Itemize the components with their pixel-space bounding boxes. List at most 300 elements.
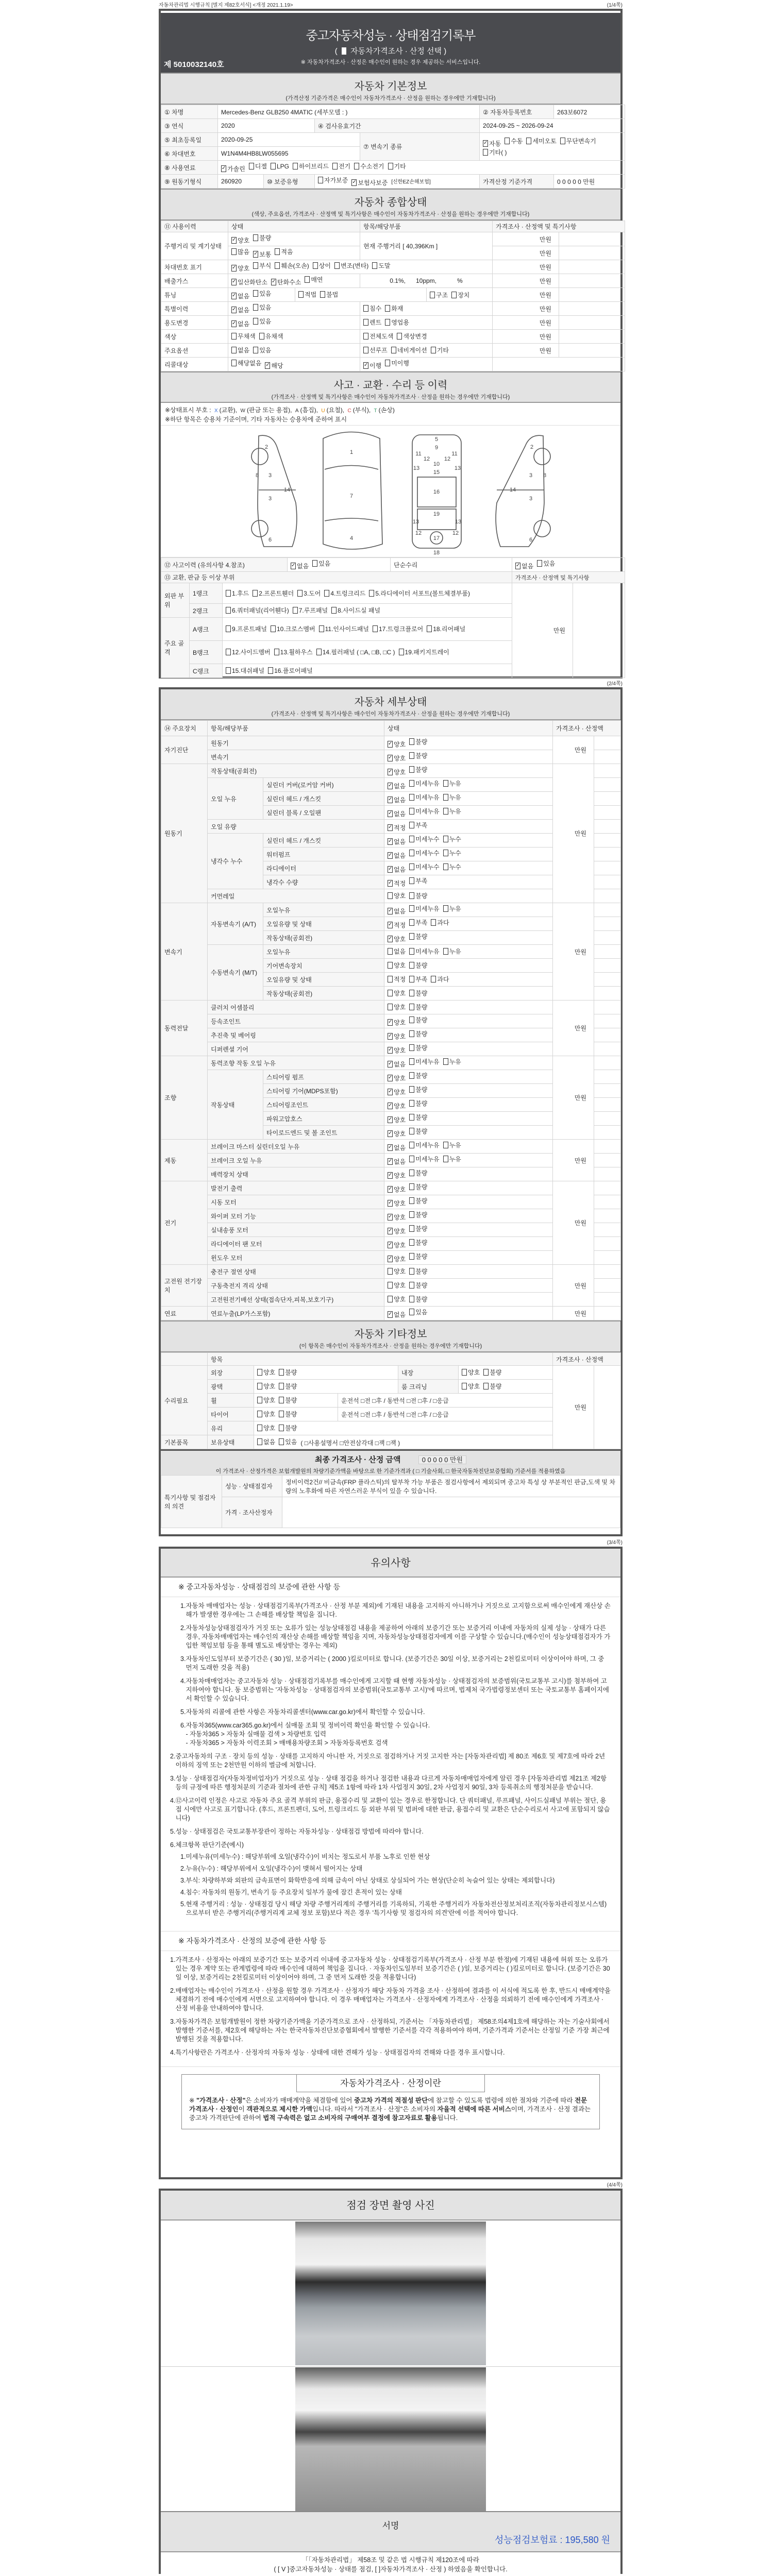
checkbox-option[interactable]	[388, 975, 406, 984]
checkbox[interactable]	[526, 138, 531, 144]
checkbox-option[interactable]	[388, 1213, 406, 1222]
checkbox-option[interactable]	[409, 779, 439, 788]
checked-checkbox[interactable]: ✓	[388, 922, 393, 927]
checked-checkbox[interactable]: ✓	[388, 1089, 393, 1094]
checkbox-option[interactable]	[409, 1085, 427, 1094]
checked-checkbox[interactable]: ✓	[388, 1158, 393, 1164]
checkbox[interactable]	[409, 1282, 414, 1289]
checkbox-option[interactable]	[279, 1423, 297, 1432]
checkbox-option[interactable]	[515, 562, 533, 570]
price-note[interactable]	[594, 1223, 621, 1237]
checkbox-option[interactable]	[388, 768, 406, 776]
price-note[interactable]	[594, 1140, 621, 1154]
checkbox-option[interactable]	[409, 1295, 427, 1303]
checkbox-option[interactable]	[409, 751, 427, 760]
checkbox-option[interactable]	[409, 1043, 427, 1052]
checkbox-option[interactable]	[409, 1267, 427, 1276]
checkbox[interactable]	[388, 948, 393, 955]
checkbox[interactable]	[505, 138, 510, 144]
checkbox[interactable]	[388, 990, 393, 996]
checkbox-option[interactable]	[388, 795, 406, 804]
price-note[interactable]	[559, 288, 625, 302]
checkbox[interactable]	[363, 305, 368, 312]
checkbox-option[interactable]	[231, 236, 249, 245]
checked-checkbox[interactable]: ✓	[232, 279, 237, 284]
price-note[interactable]	[594, 861, 621, 875]
checkbox[interactable]	[430, 292, 435, 298]
checkbox-option[interactable]	[409, 1127, 427, 1136]
checked-checkbox[interactable]: ✓	[388, 783, 393, 788]
price-note[interactable]	[594, 931, 621, 945]
checkbox-option[interactable]	[257, 1382, 275, 1391]
checkbox-option[interactable]	[409, 891, 427, 900]
checkbox[interactable]	[409, 1211, 414, 1218]
checkbox-option[interactable]	[388, 1267, 406, 1276]
checkbox[interactable]	[397, 333, 402, 340]
checkbox-option[interactable]	[443, 1057, 461, 1066]
checked-checkbox[interactable]: ✓	[222, 165, 226, 171]
checked-checkbox[interactable]: ✓	[388, 1256, 393, 1261]
checkbox-option[interactable]	[409, 1238, 427, 1247]
checkbox-option[interactable]	[388, 782, 406, 790]
checkbox[interactable]	[372, 262, 377, 269]
price-note[interactable]	[594, 875, 621, 889]
checked-checkbox[interactable]: ✓	[388, 1047, 393, 1053]
price-note[interactable]	[594, 806, 621, 820]
checkbox-option[interactable]	[388, 1003, 406, 1011]
checkbox[interactable]	[409, 990, 414, 996]
checkbox-option[interactable]	[430, 291, 448, 299]
checkbox[interactable]	[443, 794, 448, 801]
price-note[interactable]	[559, 344, 625, 358]
checked-checkbox[interactable]: ✓	[388, 1242, 393, 1247]
checkbox-option[interactable]	[351, 178, 388, 187]
price-note[interactable]	[594, 1265, 621, 1279]
checkbox[interactable]	[373, 625, 378, 632]
checkbox[interactable]	[275, 248, 280, 255]
price-note[interactable]	[594, 820, 621, 834]
checkbox-option[interactable]	[257, 1423, 275, 1432]
checkbox-option[interactable]	[298, 290, 316, 299]
checkbox-option[interactable]	[443, 807, 461, 816]
checked-checkbox[interactable]: ✓	[388, 1214, 393, 1219]
checked-checkbox[interactable]: ✓	[232, 307, 237, 312]
checkbox-option[interactable]	[443, 835, 461, 843]
checked-checkbox[interactable]: ✓	[232, 265, 237, 270]
checkbox-option[interactable]	[388, 1199, 406, 1208]
price-note[interactable]	[594, 1070, 621, 1084]
checkbox-option[interactable]	[334, 261, 368, 270]
price-note[interactable]	[594, 1098, 621, 1112]
checkbox-option[interactable]	[388, 1241, 406, 1249]
checkbox[interactable]	[279, 1438, 284, 1445]
checkbox-option[interactable]	[388, 1074, 406, 1082]
checkbox-option[interactable]	[388, 1018, 406, 1027]
checkbox[interactable]	[388, 962, 393, 969]
checkbox[interactable]	[279, 1369, 284, 1376]
price-note[interactable]	[594, 1279, 621, 1293]
price-note[interactable]	[594, 1237, 621, 1251]
checkbox-option[interactable]	[388, 865, 406, 874]
price-note[interactable]	[594, 792, 621, 806]
price-note[interactable]	[594, 1167, 621, 1181]
price-note[interactable]	[594, 1366, 621, 1449]
checkbox-option[interactable]	[443, 793, 461, 802]
checkbox-option[interactable]	[231, 346, 249, 354]
checkbox-option[interactable]	[409, 765, 427, 774]
checked-checkbox[interactable]: ✓	[388, 1061, 393, 1066]
price-note[interactable]	[594, 778, 621, 792]
checkbox-option[interactable]	[316, 648, 395, 656]
checkbox-option[interactable]	[388, 1060, 406, 1069]
checkbox-option[interactable]	[483, 148, 507, 157]
checkbox[interactable]	[253, 347, 258, 353]
checkbox-option[interactable]	[409, 904, 439, 913]
checkbox-option[interactable]	[231, 278, 267, 286]
checked-checkbox[interactable]: ✓	[291, 563, 296, 568]
checkbox-option[interactable]	[409, 1182, 427, 1191]
checkbox-option[interactable]	[409, 1099, 427, 1108]
checkbox[interactable]	[409, 1183, 414, 1190]
checkbox[interactable]	[363, 319, 368, 326]
checkbox[interactable]	[443, 905, 448, 912]
checkbox[interactable]	[443, 808, 448, 815]
checkbox-option[interactable]	[221, 164, 245, 173]
checkbox-option[interactable]	[409, 1029, 427, 1038]
checkbox-option[interactable]	[483, 139, 501, 148]
checkbox-option[interactable]	[409, 947, 439, 956]
checkbox-option[interactable]	[388, 1101, 406, 1110]
checkbox[interactable]	[409, 1016, 414, 1023]
price-note[interactable]	[594, 736, 621, 750]
checkbox-option[interactable]	[399, 648, 449, 656]
checkbox[interactable]	[320, 291, 325, 298]
checkbox-option[interactable]	[271, 278, 301, 286]
checkbox[interactable]	[443, 948, 448, 955]
price-note[interactable]	[559, 330, 625, 344]
checkbox-option[interactable]	[268, 666, 313, 675]
checkbox-option[interactable]	[483, 1382, 501, 1391]
checkbox-option[interactable]	[363, 318, 381, 327]
checkbox[interactable]	[313, 262, 318, 269]
checked-checkbox[interactable]: ✓	[388, 769, 393, 774]
select-checkbox[interactable]	[342, 47, 346, 55]
checkbox-option[interactable]	[409, 1071, 427, 1080]
checkbox[interactable]	[431, 919, 436, 926]
checked-checkbox[interactable]: ✓	[388, 1116, 393, 1122]
checkbox-option[interactable]	[297, 589, 321, 598]
checkbox[interactable]	[560, 138, 565, 144]
checkbox-option[interactable]	[409, 835, 439, 843]
checkbox-option[interactable]	[388, 823, 406, 832]
checkbox[interactable]	[305, 276, 310, 283]
checkbox[interactable]	[279, 1397, 284, 1403]
checkbox-option[interactable]	[427, 624, 465, 633]
checkbox-option[interactable]	[431, 975, 449, 984]
checkbox-option[interactable]	[231, 359, 261, 367]
checked-checkbox[interactable]: ✓	[388, 866, 393, 872]
price-note[interactable]	[594, 1042, 621, 1056]
price-note[interactable]	[594, 917, 621, 931]
checkbox[interactable]	[409, 1072, 414, 1079]
checkbox-option[interactable]	[388, 1157, 406, 1166]
checked-checkbox[interactable]: ✓	[388, 1228, 393, 1233]
checkbox-option[interactable]	[274, 648, 313, 656]
checkbox-option[interactable]	[409, 1168, 427, 1177]
checkbox[interactable]	[431, 976, 436, 982]
price-note[interactable]	[594, 848, 621, 861]
checkbox-option[interactable]	[319, 624, 369, 633]
checkbox-option[interactable]	[231, 319, 249, 328]
checkbox-option[interactable]	[388, 1310, 406, 1319]
checkbox[interactable]	[409, 1030, 414, 1037]
price-note[interactable]	[594, 1014, 621, 1028]
checkbox-option[interactable]	[560, 137, 596, 145]
checkbox-option[interactable]	[363, 361, 381, 370]
checkbox-option[interactable]	[409, 862, 439, 871]
checkbox-option[interactable]	[231, 264, 249, 273]
checkbox-option[interactable]	[388, 921, 406, 929]
checkbox[interactable]	[409, 1128, 414, 1134]
checkbox-option[interactable]	[354, 162, 384, 171]
price-note[interactable]	[594, 1126, 621, 1140]
checkbox[interactable]	[385, 360, 390, 366]
checkbox[interactable]	[249, 163, 254, 170]
checkbox-option[interactable]	[409, 793, 439, 802]
checkbox-option[interactable]	[257, 1410, 275, 1418]
checkbox-option[interactable]	[443, 947, 461, 956]
price-note[interactable]	[594, 1112, 621, 1126]
checkbox[interactable]	[316, 649, 322, 655]
checked-checkbox[interactable]: ✓	[388, 852, 393, 858]
checkbox[interactable]	[409, 1268, 414, 1275]
checkbox-option[interactable]	[231, 306, 249, 314]
checkbox-option[interactable]	[388, 879, 406, 888]
checkbox-option[interactable]	[388, 837, 406, 846]
checkbox-option[interactable]	[320, 290, 338, 299]
checkbox[interactable]	[409, 1086, 414, 1093]
price-note[interactable]	[594, 959, 621, 973]
checkbox-option[interactable]	[313, 261, 331, 270]
checkbox[interactable]	[409, 850, 414, 856]
price-note[interactable]	[594, 1307, 621, 1320]
checkbox[interactable]	[409, 905, 414, 912]
checkbox-option[interactable]	[409, 1252, 427, 1261]
checkbox-option[interactable]	[305, 275, 323, 284]
checkbox-option[interactable]	[431, 918, 449, 927]
price-note[interactable]	[594, 1028, 621, 1042]
price-note[interactable]	[594, 1181, 621, 1195]
checkbox[interactable]	[274, 649, 279, 655]
checkbox[interactable]	[253, 590, 258, 597]
checkbox[interactable]	[537, 560, 542, 567]
checkbox-option[interactable]	[257, 1437, 275, 1446]
checkbox-option[interactable]	[253, 289, 271, 298]
checkbox-option[interactable]	[293, 606, 328, 615]
price-note[interactable]	[594, 903, 621, 917]
checkbox[interactable]	[253, 318, 258, 325]
checkbox-option[interactable]	[388, 754, 406, 762]
checkbox-option[interactable]	[369, 589, 470, 598]
checked-checkbox[interactable]: ✓	[352, 179, 357, 185]
checkbox[interactable]	[409, 1100, 414, 1107]
checkbox[interactable]	[409, 1225, 414, 1232]
checkbox-option[interactable]	[363, 332, 393, 341]
checkbox-option[interactable]	[271, 624, 315, 633]
price-note[interactable]	[594, 1293, 621, 1307]
checked-checkbox[interactable]: ✓	[388, 838, 393, 844]
checked-checkbox[interactable]: ✓	[483, 140, 488, 146]
price-note[interactable]	[559, 260, 625, 274]
checkbox[interactable]	[231, 248, 237, 255]
checkbox-option[interactable]	[226, 589, 249, 598]
checkbox[interactable]	[279, 1383, 284, 1389]
checkbox-option[interactable]	[409, 1155, 439, 1163]
price-note[interactable]	[594, 1209, 621, 1223]
checkbox[interactable]	[271, 625, 276, 632]
checkbox[interactable]	[331, 607, 337, 614]
checkbox-option[interactable]	[385, 318, 409, 327]
checkbox[interactable]	[443, 850, 448, 856]
checkbox-option[interactable]	[279, 1368, 297, 1377]
checkbox[interactable]	[391, 347, 396, 353]
checkbox-option[interactable]	[318, 176, 348, 184]
price-note[interactable]	[559, 316, 625, 330]
checkbox[interactable]	[226, 590, 231, 597]
checkbox[interactable]	[451, 292, 457, 298]
checkbox[interactable]	[298, 291, 304, 298]
price-note[interactable]	[594, 834, 621, 848]
checked-checkbox[interactable]: ✓	[388, 1130, 393, 1136]
checkbox[interactable]	[271, 163, 276, 170]
checkbox-option[interactable]	[373, 624, 423, 633]
checkbox-option[interactable]	[226, 624, 267, 633]
checkbox[interactable]	[409, 1004, 414, 1010]
checkbox[interactable]	[409, 822, 414, 828]
checkbox[interactable]	[409, 892, 414, 899]
checkbox-option[interactable]	[275, 261, 309, 270]
checkbox[interactable]	[409, 752, 414, 759]
checkbox[interactable]	[409, 1142, 414, 1148]
price-note[interactable]	[594, 973, 621, 987]
checkbox[interactable]	[318, 177, 323, 183]
checkbox-option[interactable]	[409, 1224, 427, 1233]
checked-checkbox[interactable]: ✓	[388, 1186, 393, 1192]
checkbox[interactable]	[483, 1369, 489, 1376]
checked-checkbox[interactable]: ✓	[388, 755, 393, 760]
checkbox[interactable]	[443, 780, 448, 787]
checkbox[interactable]	[324, 590, 329, 597]
checkbox-option[interactable]	[324, 589, 365, 598]
checkbox-option[interactable]	[385, 304, 403, 313]
checkbox[interactable]	[462, 1383, 467, 1389]
checkbox[interactable]	[409, 1170, 414, 1176]
checkbox-option[interactable]	[363, 346, 388, 354]
checked-checkbox[interactable]: ✓	[388, 1144, 393, 1150]
checkbox-option[interactable]	[409, 932, 427, 941]
checkbox-option[interactable]	[409, 1057, 439, 1066]
checkbox[interactable]	[409, 948, 414, 955]
checkbox[interactable]	[334, 262, 340, 269]
checkbox[interactable]	[409, 1253, 414, 1260]
checkbox[interactable]	[409, 808, 414, 815]
checkbox-option[interactable]	[505, 137, 523, 145]
checkbox-option[interactable]	[372, 261, 390, 270]
checkbox-option[interactable]	[388, 1115, 406, 1124]
checkbox-option[interactable]	[391, 346, 427, 354]
checkbox[interactable]	[253, 234, 258, 241]
checkbox-option[interactable]	[279, 1382, 297, 1391]
checkbox-option[interactable]	[409, 1003, 427, 1011]
price-service-select[interactable]	[161, 45, 620, 56]
checkbox-option[interactable]	[388, 809, 406, 818]
price-note[interactable]	[594, 1084, 621, 1098]
checkbox[interactable]	[388, 1282, 393, 1289]
checked-checkbox[interactable]: ✓	[388, 1172, 393, 1178]
checkbox-option[interactable]	[253, 250, 271, 259]
checkbox-option[interactable]	[388, 1185, 406, 1194]
checkbox[interactable]	[409, 976, 414, 982]
checkbox[interactable]	[409, 1044, 414, 1051]
checkbox-option[interactable]	[451, 291, 469, 299]
checkbox-option[interactable]	[388, 1088, 406, 1096]
checkbox[interactable]	[443, 836, 448, 842]
checkbox[interactable]	[279, 1425, 284, 1431]
checkbox-option[interactable]	[279, 1410, 297, 1418]
checkbox-option[interactable]	[226, 606, 289, 615]
checkbox-option[interactable]	[397, 332, 427, 341]
checkbox[interactable]	[257, 1411, 262, 1417]
checkbox[interactable]	[385, 305, 390, 312]
checkbox-option[interactable]	[388, 1255, 406, 1263]
price-note[interactable]	[559, 274, 625, 288]
checkbox-option[interactable]	[253, 261, 271, 270]
checkbox-option[interactable]	[409, 876, 427, 885]
checkbox-option[interactable]	[253, 303, 271, 312]
checkbox-option[interactable]	[293, 162, 329, 171]
checkbox-option[interactable]	[388, 947, 406, 956]
checkbox[interactable]	[443, 1142, 448, 1148]
price-note[interactable]	[594, 764, 621, 778]
checkbox[interactable]	[409, 836, 414, 842]
checkbox-option[interactable]	[388, 1046, 406, 1055]
checkbox[interactable]	[226, 649, 231, 655]
checkbox[interactable]	[388, 1268, 393, 1275]
checkbox-option[interactable]	[388, 851, 406, 860]
checkbox-option[interactable]	[271, 163, 289, 170]
checked-checkbox[interactable]: ✓	[232, 237, 237, 243]
checkbox[interactable]	[253, 304, 258, 311]
checkbox[interactable]	[231, 360, 237, 366]
checkbox[interactable]	[354, 163, 359, 170]
checkbox[interactable]	[257, 1383, 262, 1389]
checkbox-option[interactable]	[409, 849, 439, 857]
checkbox[interactable]	[226, 667, 231, 674]
checkbox[interactable]	[409, 1296, 414, 1302]
checkbox-option[interactable]	[231, 332, 256, 341]
checkbox-option[interactable]	[253, 346, 271, 354]
checkbox-option[interactable]	[388, 1281, 406, 1290]
checkbox[interactable]	[443, 1156, 448, 1162]
checked-checkbox[interactable]: ✓	[388, 880, 393, 886]
checked-checkbox[interactable]: ✓	[388, 741, 393, 747]
price-note[interactable]	[594, 750, 621, 764]
checkbox[interactable]	[443, 1058, 448, 1065]
checkbox-option[interactable]	[388, 989, 406, 997]
checkbox-option[interactable]	[312, 559, 330, 568]
checked-checkbox[interactable]: ✓	[388, 796, 393, 802]
price-note[interactable]	[594, 889, 621, 903]
